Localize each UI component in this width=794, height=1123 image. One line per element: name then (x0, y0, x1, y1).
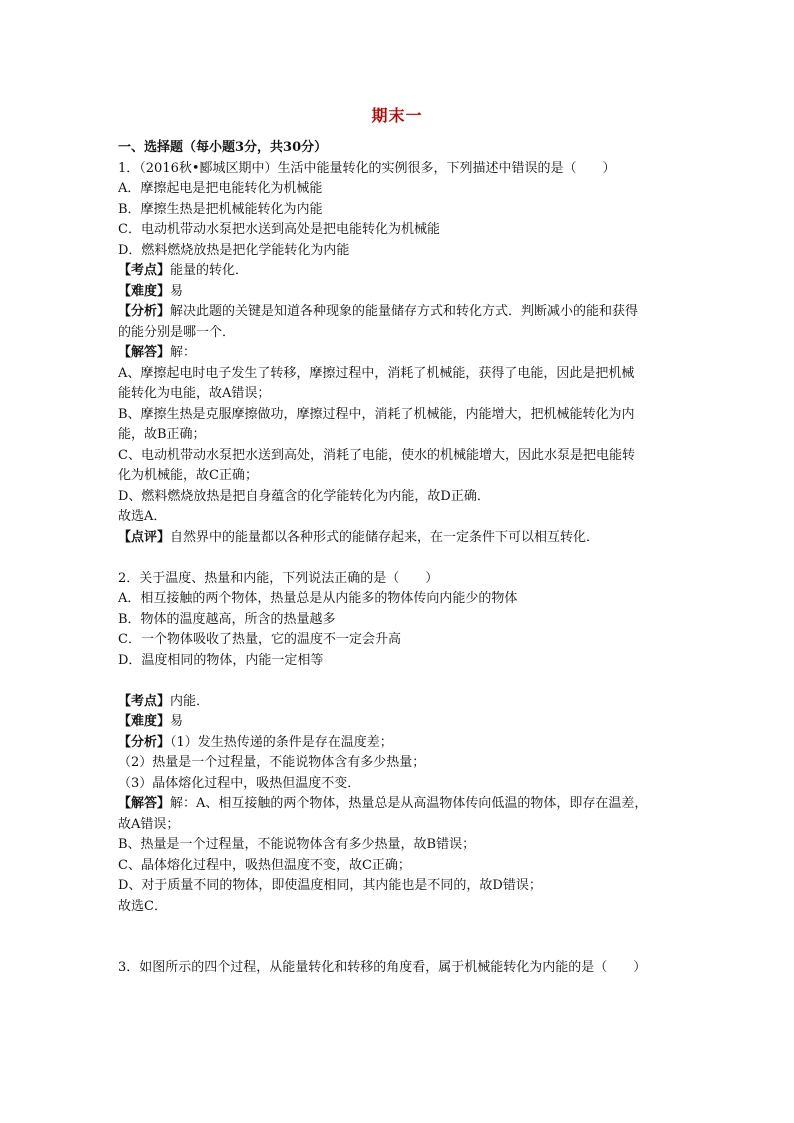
option-d: D．温度相同的物体，内能一定相等 (118, 652, 324, 668)
question-stem: 1．（2016秋•郾城区期中）生活中能量转化的实例很多，下列描述中错误的是（ ） (118, 160, 616, 176)
spacer (118, 671, 686, 692)
fenxi-tag: 【分析】 (118, 734, 171, 750)
jieda-line: 故A错误； (118, 816, 180, 832)
jieda-line: 化为机械能，故C正确； (118, 468, 258, 483)
section-heading: 一、选择题（每小题3分，共30分） (118, 140, 328, 155)
dianping-tag: 【点评】 (118, 529, 171, 545)
question-1 (118, 159, 686, 549)
kaodian-tag: 【考点】 (118, 693, 171, 709)
fenxi-row (118, 302, 686, 323)
kaodian-row (118, 692, 686, 713)
jieda-line: D、对于质量不同的物体，即使温度相同，其内能也是不同的，故D错误； (118, 878, 542, 893)
option-a: A．相互接触的两个物体，热量总是从内能多的物体传向内能少的物体 (118, 591, 518, 606)
jieda-intro: 解： (170, 345, 197, 360)
option-c: C．电动机带动水泵把水送到高处是把电能转化为机械能 (118, 222, 440, 237)
nandu-tag: 【难度】 (118, 283, 171, 299)
dianping-text: 自然界中的能量都以各种形式的能储存起来，在一定条件下可以相互转化． (170, 529, 600, 545)
question-stem: 2．关于温度、热量和内能，下列说法正确的是（ ） (118, 570, 439, 586)
dianping-row (118, 528, 686, 549)
nandu-row (118, 282, 686, 303)
document-title: 期末一 (371, 106, 423, 125)
kaodian-tag: 【考点】 (118, 263, 171, 278)
fenxi-row (118, 733, 686, 754)
fenxi-text: （1）发生热传递的条件是存在温度差； (170, 734, 393, 750)
jieda-line: 故选C． (118, 898, 167, 914)
jieda-tag: 【解答】 (118, 796, 171, 811)
spacer (118, 917, 686, 958)
jieda-line: B、热量是一个过程量，不能说物体含有多少热量，故B错误； (118, 837, 476, 852)
spacer (118, 548, 686, 569)
jieda-row (118, 794, 686, 815)
nandu-row (118, 712, 686, 733)
option-d: D．燃料燃烧放热是把化学能转化为内能 (118, 242, 350, 258)
jieda-line: C、电动机带动水泵把水送到高处，消耗了电能，使水的机械能增大，因此水泵是把电能转 (118, 447, 635, 463)
question-stem: 3．如图所示的四个过程，从能量转化和转移的角度看，属于机械能转化为内能的是（ ） (118, 960, 647, 975)
document-body (118, 138, 686, 979)
jieda-line: B、摩擦生热是克服摩擦做功，摩擦过程中，消耗了机械能，内能增大，把机械能转化为内 (118, 406, 635, 422)
kaodian-text: 内能． (170, 693, 210, 709)
fenxi-tag: 【分析】 (118, 304, 171, 319)
option-b: B．物体的温度越高，所含的热量越多 (118, 611, 336, 627)
jieda-line: 故选A． (118, 509, 167, 524)
fenxi-line: （2）热量是一个过程量，不能说物体含有多少热量； (118, 755, 426, 770)
nandu-tag: 【难度】 (118, 714, 171, 729)
jieda-tag: 【解答】 (118, 345, 171, 360)
jieda-line: 能，故B正确； (118, 427, 206, 442)
option-b: B．摩擦生热是把机械能转化为内能 (118, 201, 323, 217)
question-2 (118, 569, 686, 918)
jieda-line: C、晶体熔化过程中，吸热但温度不变，故C正确； (118, 857, 411, 873)
kaodian-row (118, 261, 686, 282)
nandu-text: 易 (170, 714, 184, 729)
kaodian-text: 能量的转化． (170, 263, 249, 278)
jieda-row (118, 343, 686, 364)
option-c: C．一个物体吸收了热量，它的温度不一定会升高 (118, 632, 401, 647)
question-3 (118, 958, 686, 979)
fenxi-text: 解决此题的关键是知道各种现象的能量储存方式和转化方式．判断减小的能和获得 (170, 304, 639, 319)
fenxi-continued: 的能分别是哪一个． (118, 324, 236, 340)
option-a: A．摩擦起电是把电能转化为机械能 (118, 181, 323, 196)
jieda-first: 解：A、相互接触的两个物体，热量总是从高温物体传向低温的物体，即存在温差， (170, 796, 648, 811)
jieda-line: A、摩擦起电时电子发生了转移，摩擦过程中，消耗了机械能，获得了电能，因此是把机械 (118, 365, 635, 381)
fenxi-line: （3）晶体熔化过程中，吸热但温度不变． (118, 775, 361, 791)
nandu-text: 易 (170, 283, 184, 299)
jieda-line: 能转化为电能，故A错误； (118, 386, 271, 401)
jieda-line: D、燃料燃烧放热是把自身蕴含的化学能转化为内能，故D正确． (118, 488, 490, 504)
